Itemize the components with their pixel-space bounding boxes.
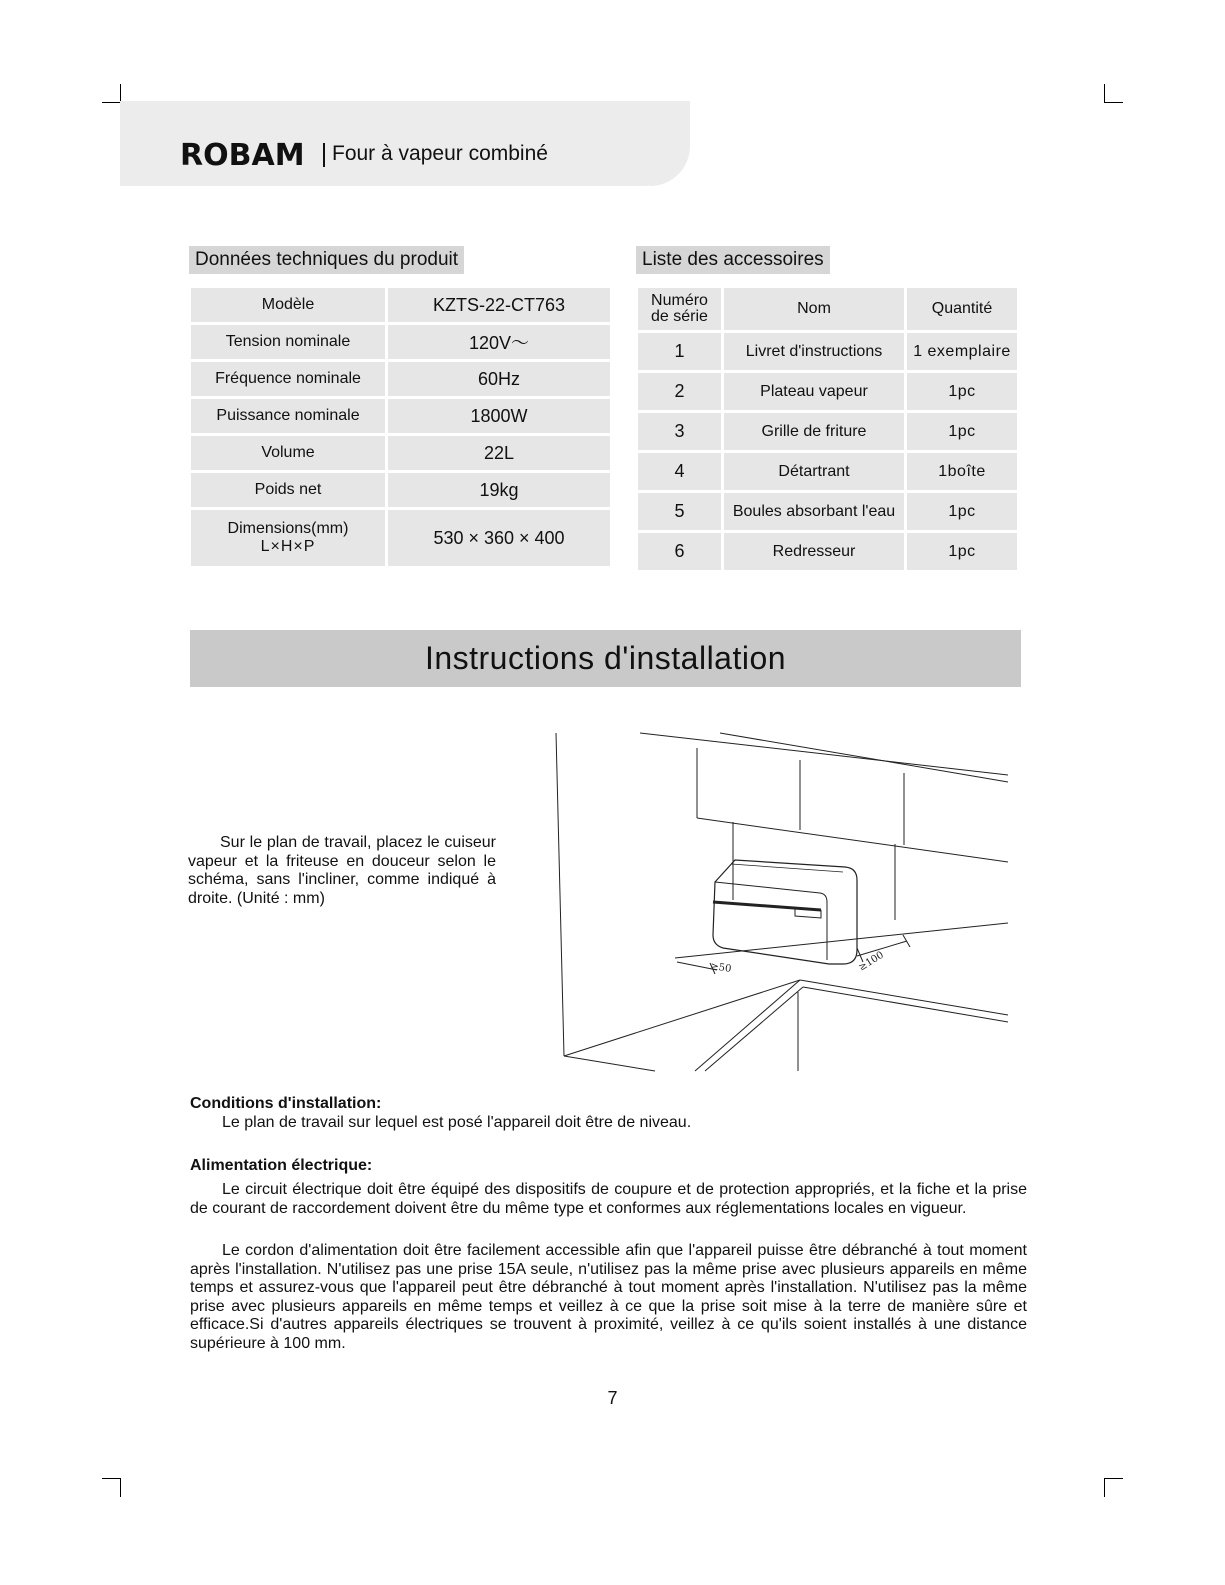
install-intro	[188, 834, 496, 908]
acc-name: Plateau vapeur	[724, 373, 904, 410]
acc-name: Boules absorbant l'eau	[724, 493, 904, 530]
table-row	[191, 436, 610, 470]
spec-label: Puissance nominale	[191, 399, 385, 433]
conditions-title: Conditions d'installation:	[190, 1095, 382, 1112]
clearance-label-right: ≥100	[856, 949, 886, 974]
acc-qty: 1pc	[907, 533, 1017, 570]
spec-label: Volume	[191, 436, 385, 470]
acc-name: Détartrant	[724, 453, 904, 490]
table-row	[191, 288, 610, 322]
install-section-title: Instructions d'installation	[190, 630, 1021, 687]
header-divider	[323, 143, 325, 167]
header-subtitle: Four à vapeur combiné	[332, 142, 548, 165]
acc-name: Redresseur	[724, 533, 904, 570]
power-paragraph-2	[190, 1242, 1027, 1354]
table-row	[638, 533, 1017, 570]
acc-number: 6	[638, 533, 721, 570]
acc-number: 4	[638, 453, 721, 490]
acc-name: Livret d'instructions	[724, 333, 904, 370]
power-paragraph-1-text: Le circuit électrique doit être équipé des dispositifs de coupure et de protection appropriés, et la fiche et la prise de courant de raccordement doivent être du même type et conformes aux réglementations locales en vigueur.	[190, 1181, 1027, 1217]
acc-number: 2	[638, 373, 721, 410]
conditions-text-content: Le plan de travail sur lequel est posé l'appareil doit être de niveau.	[222, 1114, 692, 1131]
table-row	[638, 453, 1017, 490]
install-intro-text: Sur le plan de travail, placez le cuiseur vapeur et la friteuse en douceur selon le schéma, sans l'incliner, comme indiqué à droite. (Unité : mm)	[188, 834, 496, 907]
col-header-number-line2: de série	[651, 308, 708, 325]
acc-number: 1	[638, 333, 721, 370]
acc-name: Grille de friture	[724, 413, 904, 450]
brand-logo: ROBAM	[180, 138, 305, 173]
installation-diagram	[555, 730, 1010, 1075]
col-header-quantity: Quantité	[907, 288, 1017, 330]
acc-number: 5	[638, 493, 721, 530]
table-row	[638, 373, 1017, 410]
table-row	[638, 413, 1017, 450]
spec-value: 60Hz	[388, 362, 610, 396]
table-row	[191, 325, 610, 359]
specs-title: Données techniques du produit	[189, 246, 464, 274]
col-header-number-line1: Numéro	[651, 292, 708, 309]
crop-mark-bottom-right	[1104, 1478, 1123, 1497]
acc-qty: 1boîte	[907, 453, 1017, 490]
table-row	[638, 333, 1017, 370]
table-row	[191, 473, 610, 507]
col-header-number	[638, 288, 721, 330]
spec-label	[191, 510, 385, 566]
spec-value: 120V～	[388, 325, 610, 359]
table-row	[191, 510, 610, 566]
table-header-row	[638, 288, 1017, 330]
spec-value: 22L	[388, 436, 610, 470]
spec-label: Fréquence nominale	[191, 362, 385, 396]
spec-value: 19kg	[388, 473, 610, 507]
page-number: 7	[607, 1388, 618, 1408]
table-row	[638, 493, 1017, 530]
table-row	[191, 399, 610, 433]
specs-table	[188, 285, 613, 569]
table-row	[191, 362, 610, 396]
spec-label: Modèle	[191, 288, 385, 322]
clearance-label-left: ≥50	[709, 961, 733, 975]
crop-mark-top-right	[1104, 84, 1123, 103]
power-title: Alimentation électrique:	[190, 1157, 373, 1174]
acc-qty: 1 exemplaire	[907, 333, 1017, 370]
dimensions-label-line1: Dimensions(mm)	[227, 520, 349, 537]
crop-mark-top-left	[102, 84, 121, 103]
accessories-title: Liste des accessoires	[636, 246, 830, 274]
accessories-table	[635, 285, 1020, 573]
crop-mark-bottom-left	[102, 1478, 121, 1497]
spec-label: Poids net	[191, 473, 385, 507]
acc-qty: 1pc	[907, 493, 1017, 530]
power-paragraph-1	[190, 1181, 1027, 1218]
acc-qty: 1pc	[907, 373, 1017, 410]
acc-qty: 1pc	[907, 413, 1017, 450]
conditions-text	[190, 1114, 1027, 1133]
spec-label: Tension nominale	[191, 325, 385, 359]
spec-value: 530 × 360 × 400	[388, 510, 610, 566]
power-paragraph-2-text: Le cordon d'alimentation doit être facilement accessible afin que l'appareil puisse être débranché à tout moment après l'installation. N'utilisez pas une prise 15A seule, n'utilisez pas la même prise avec plusieurs appareils en même temps et assurez-vous que l'appareil peut être débranché à tout moment après l'installation. N'utilisez pas la même prise avec plusieurs appareils en même temps et veillez à ce que la prise soit mise à la terre de manière sûre et efficace.Si d'autres appareils électriques se trouvent à proximité, veillez à ce qu'ils soient installés à une distance supérieure à 100 mm.	[190, 1242, 1027, 1352]
acc-number: 3	[638, 413, 721, 450]
col-header-name: Nom	[724, 288, 904, 330]
spec-value: 1800W	[388, 399, 610, 433]
spec-value: KZTS-22-CT763	[388, 288, 610, 322]
dimensions-label-line2: L×H×P	[260, 538, 316, 555]
